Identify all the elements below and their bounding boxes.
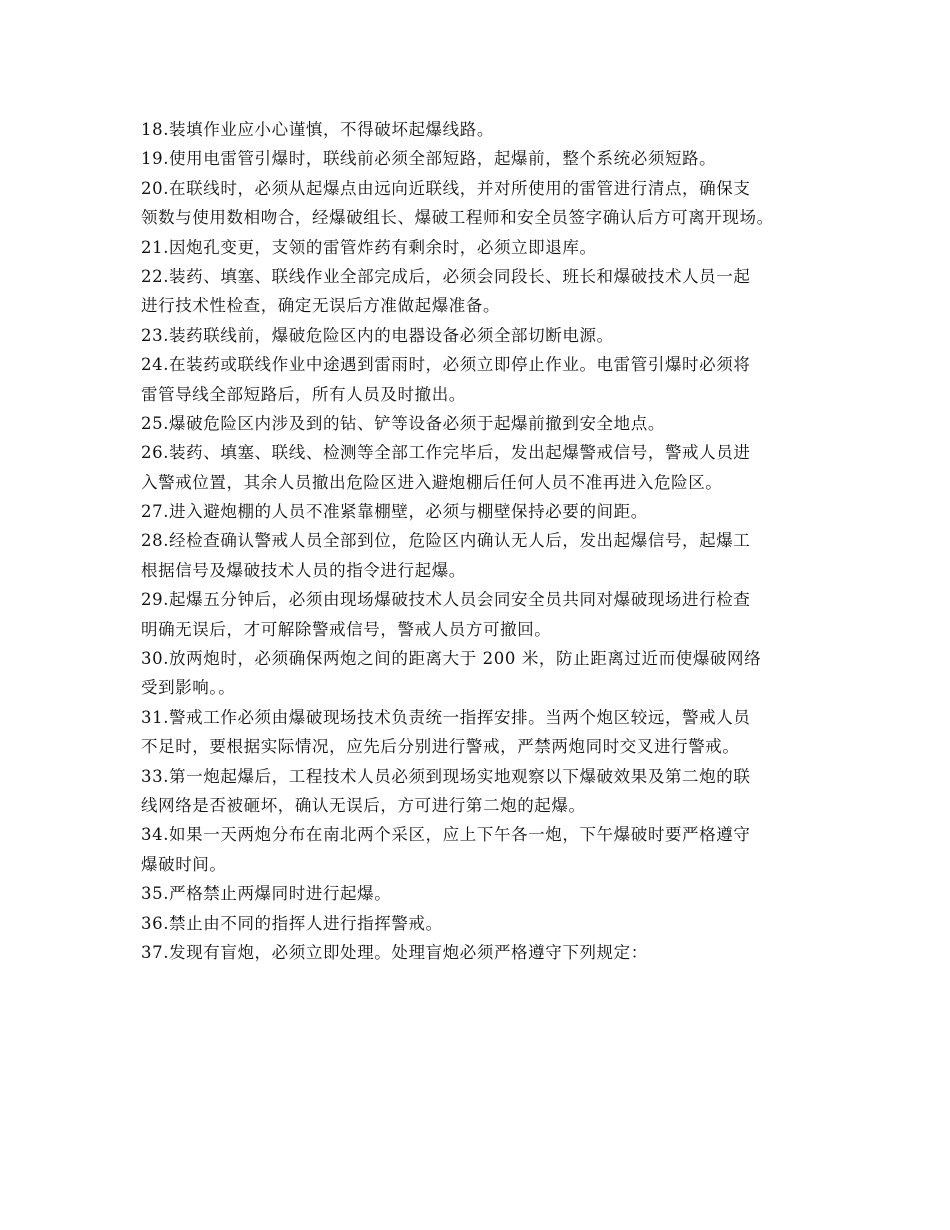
text-line: 18.装填作业应小心谨慎，不得破坏起爆线路。 xyxy=(141,120,494,139)
text-line: 29.起爆五分钟后，必须由现场爆破技术人员会同安全员共同对爆破现场进行检查 xyxy=(141,590,751,610)
text-line: 24.在装药或联线作业中途遇到雷雨时，必须立即停止作业。电雷管引爆时必须将 xyxy=(141,355,751,375)
text-line: 受到影响。。 xyxy=(141,678,236,698)
text-line: 26.装药、填塞、联线、检测等全部工作完毕后，发出起爆警戒信号，警戒人员进 xyxy=(141,443,751,463)
text-line: 19.使用电雷管引爆时，联线前必须全部短路，起爆前，整个系统必须短路。 xyxy=(141,149,717,169)
text-line: 进行技术性检查，确定无误后方准做起爆准备。 xyxy=(141,296,501,316)
text-line: 37.发现有盲炮，必须立即处理。处理盲炮必须严格遵守下列规定： xyxy=(141,942,648,962)
text-line: 33.第一炮起爆后，工程技术人员必须到现场实地观察以下爆破效果及第二炮的联 xyxy=(141,766,751,786)
text-line: 领数与使用数相吻合，经爆破组长、爆破工程师和安全员签字确认后方可离开现场。 xyxy=(141,208,774,228)
text-line: 28.经检查确认警戒人员全部到位，危险区内确认无人后，发出起爆信号，起爆工 xyxy=(141,531,751,551)
text-line: 34.如果一天两炮分布在南北两个采区，应上下午各一炮，下午爆破时要严格遵守 xyxy=(141,825,751,845)
text-line: 30.放两炮时，必须确保两炮之间的距离大于 200 米，防止距离过近而使爆破网络 xyxy=(141,649,762,669)
document-body xyxy=(141,115,821,967)
text-line: 35.严格禁止两爆同时进行起爆。 xyxy=(141,884,392,904)
text-line: 36.禁止由不同的指挥人进行指挥警戒。 xyxy=(141,913,443,933)
text-line: 25.爆破危险区内涉及到的钻、铲等设备必须于起爆前撤到安全地点。 xyxy=(141,413,665,433)
text-line: 23.装药联线前，爆破危险区内的电器设备必须全部切断电源。 xyxy=(141,325,614,345)
text-line: 31.警戒工作必须由爆破现场技术负责统一指挥安排。当两个炮区较远，警戒人员 xyxy=(141,707,751,727)
text-line: 21.因炮孔变更，支领的雷管炸药有剩余时，必须立即退库。 xyxy=(141,237,597,257)
text-line: 明确无误后，才可解除警戒信号，警戒人员方可撤回。 xyxy=(141,619,552,639)
text-line: 入警戒位置，其余人员撤出危险区进入避炮棚后任何人员不准再进入危险区。 xyxy=(141,472,723,492)
text-line: 27.进入避炮棚的人员不准紧靠棚壁，必须与棚壁保持必要的间距。 xyxy=(141,502,648,522)
text-line: 雷管导线全部短路后，所有人员及时撤出。 xyxy=(141,384,466,404)
text-line: 线网络是否被砸坏，确认无误后，方可进行第二炮的起爆。 xyxy=(141,795,586,815)
text-line: 不足时，要根据实际情况，应先后分别进行警戒，严禁两炮同时交叉进行警戒。 xyxy=(141,737,740,757)
text-line: 22.装药、填塞、联线作业全部完成后，必须会同段长、班长和爆破技术人员一起 xyxy=(141,266,751,286)
text-line: 20.在联线时，必须从起爆点由远向近联线，并对所使用的雷管进行清点，确保支 xyxy=(141,178,751,198)
text-line: 爆破时间。 xyxy=(141,854,227,874)
text-line: 根据信号及爆破技术人员的指令进行起爆。 xyxy=(141,560,466,580)
